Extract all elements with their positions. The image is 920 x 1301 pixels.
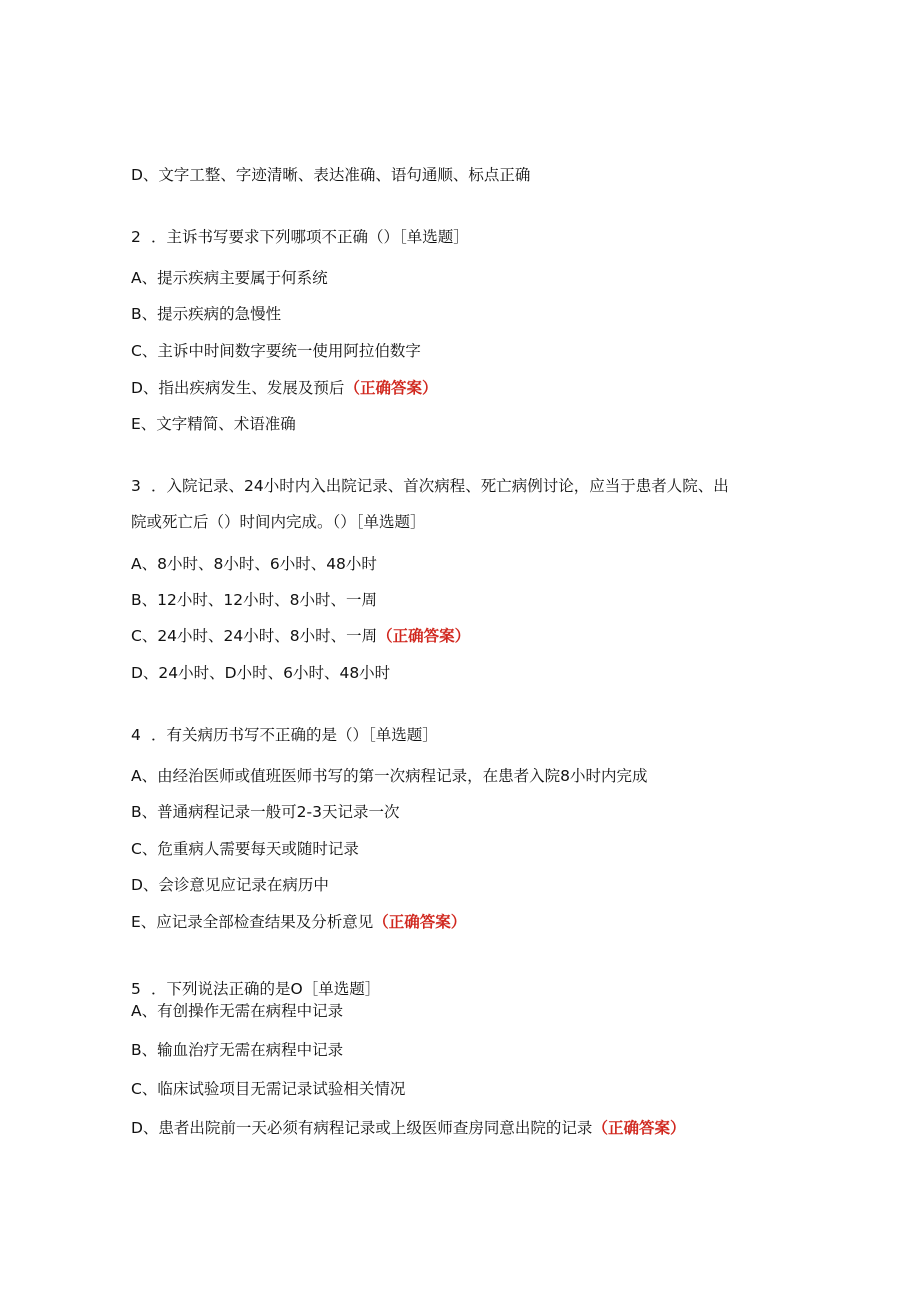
option-text: A、有创操作无需在病程中记录: [131, 1002, 344, 1020]
option-2-a: [131, 267, 328, 289]
question-5: [131, 978, 380, 1000]
option-text: A、提示疾病主要属于何系统: [131, 269, 328, 287]
option-1-d: [131, 164, 530, 186]
option-text: A、由经治医师或值班医师书写的第一次病程记录，在患者入院8小时内完成: [131, 767, 648, 785]
question-text: ．入院记录、24小时内入出院记录、首次病程、死亡病例讨论，应当于患者人院、出: [151, 477, 729, 495]
correct-answer-mark: （正确答案）: [592, 1119, 686, 1137]
option-4-b: [131, 801, 399, 823]
option-2-b: [131, 303, 281, 325]
correct-answer-mark: （正确答案）: [373, 913, 467, 931]
option-2-c: [131, 340, 421, 362]
question-text: ．有关病历书写不正确的是（）［单选题］: [151, 726, 438, 744]
question-2: [131, 226, 469, 248]
option-4-e: [131, 911, 466, 933]
question-text: ．下列说法正确的是O［单选题］: [151, 980, 381, 998]
option-text: D、24小时、D小时、6小时、48小时: [131, 664, 391, 682]
option-text: A、8小时、8小时、6小时、48小时: [131, 555, 377, 573]
question-number: 2: [131, 228, 141, 246]
option-2-e: [131, 413, 296, 435]
option-4-a: [131, 765, 647, 787]
option-text: D、指出疾病发生、发展及预后: [131, 379, 345, 397]
option-5-a: [131, 1000, 343, 1022]
option-text: C、24小时、24小时、8小时、一周: [131, 627, 378, 645]
option-text: D、患者出院前一天必须有病程记录或上级医师查房同意出院的记录: [131, 1119, 593, 1137]
option-text: B、12小时、12小时、8小时、一周: [131, 591, 377, 609]
question-number: 3: [131, 477, 141, 495]
option-4-d: [131, 874, 329, 896]
option-3-c: [131, 625, 470, 647]
option-text: B、普通病程记录一般可2-3天记录一次: [131, 803, 400, 821]
option-5-b: [131, 1039, 343, 1061]
option-3-b: [131, 589, 377, 611]
question-3-continued: [131, 511, 426, 533]
question-4: [131, 724, 438, 746]
question-text-line-2: 院或死亡后（）时间内完成。（）［单选题］: [131, 513, 426, 531]
option-3-a: [131, 553, 377, 575]
correct-answer-mark: （正确答案）: [377, 627, 471, 645]
option-5-c: [131, 1078, 405, 1100]
option-text: D、会诊意见应记录在病历中: [131, 876, 329, 894]
option-2-d: [131, 377, 437, 399]
question-text: ．主诉书写要求下列哪项不正确（）［单选题］: [151, 228, 469, 246]
option-text: C、临床试验项目无需记录试验相关情况: [131, 1080, 406, 1098]
option-text: E、应记录全部检查结果及分析意见: [131, 913, 374, 931]
option-5-d: [131, 1117, 685, 1139]
question-3: [131, 475, 729, 497]
option-text: B、提示疾病的急慢性: [131, 305, 282, 323]
option-text: C、主诉中时间数字要统一使用阿拉伯数字: [131, 342, 421, 360]
option-text: E、文字精简、术语准确: [131, 415, 296, 433]
option-text: D、文字工整、字迹清晰、表达准确、语句通顺、标点正确: [131, 166, 531, 184]
option-4-c: [131, 838, 359, 860]
correct-answer-mark: （正确答案）: [344, 379, 438, 397]
option-text: C、危重病人需要每天或随时记录: [131, 840, 359, 858]
option-text: B、输血治疗无需在病程中记录: [131, 1041, 344, 1059]
question-number: 4: [131, 726, 141, 744]
option-3-d: [131, 662, 390, 684]
question-number: 5: [131, 980, 141, 998]
